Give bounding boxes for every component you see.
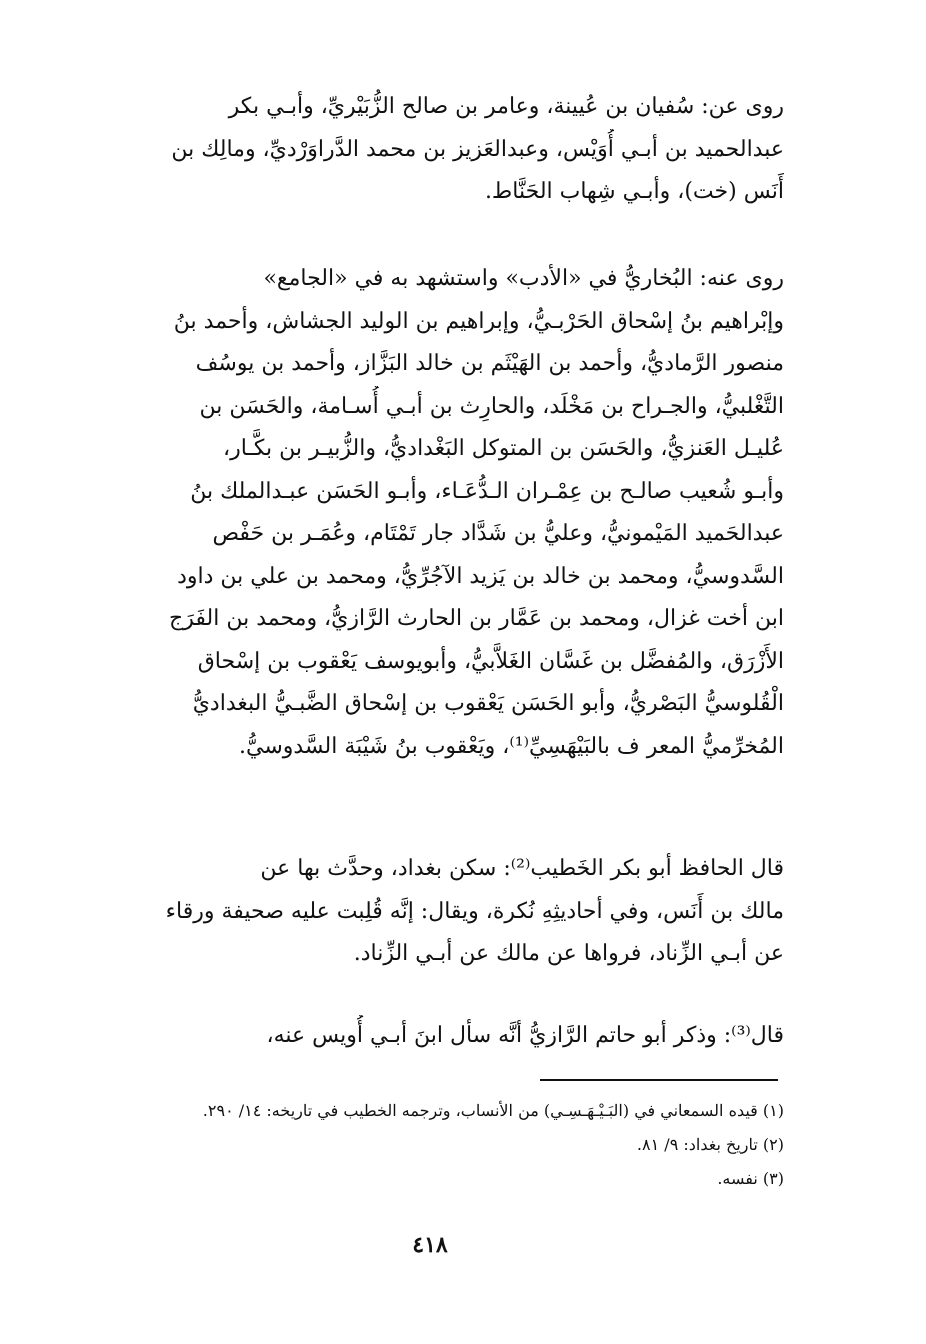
footnotes bbox=[72, 1094, 784, 1196]
footnote-2: (٢) تاريخ بغداد: ٩/ ٨١. bbox=[636, 1135, 784, 1154]
text-line: الْقُلوسيُّ البَصْريُّ، وأبو الحَسَن يَعْقوب بن إسْحاق الضَّبـيُّ البغداديُّ bbox=[192, 691, 784, 716]
text-line: السَّدوسيُّ، ومحمد بن خالد بن يَزيد الآجُرِّيُّ، ومحمد بن علي بن داود bbox=[177, 563, 784, 589]
text-line: وإبْراهيم بنُ إسْحاق الحَرْبـيُّ، وإبراهيم بن الوليد الجشاش، وأحمد بنُ bbox=[173, 308, 784, 334]
text-line: الأَزْرَق، والمُفضَّل بن غَسَّان الغَلاَّبيُّ، وأبويوسف يَعْقوب بن إسْحاق bbox=[197, 648, 784, 674]
text-line: التَّغْلبيُّ، والجـراح بن مَخْلَد، والحارِث بن أبـي أُسـامة، والحَسَن بن bbox=[199, 393, 784, 419]
text-line: عُليـل العَنزيُّ، والحَسَن بن المتوكل البَغْداديُّ، والزُّبيـر بن بكَّـار، bbox=[223, 436, 784, 461]
text-line: منصور الرَّماديُّ، وأحمد بن الهَيْثَم بن خالد البَزَّاز، وأحمد بن يوسُف bbox=[195, 351, 784, 376]
text-line: المُخرِّميُّ المعر ف بالبَيْهَسِيِّ⁽¹⁾، ويَعْقوب بنُ شَيْبَة السَّدوسيُّ. bbox=[238, 733, 784, 759]
footnote-separator bbox=[540, 1079, 778, 1081]
text-line: روى عن: سُفيان بن عُيينة، وعامر بن صالح الزُّبَيْريِّ، وأبـي بكر bbox=[228, 94, 784, 119]
paragraph-narrated-by bbox=[72, 258, 784, 768]
text-line: قال⁽³⁾: وذكر أبو حاتم الرَّازيُّ أنَّه سأل ابنَ أبـي أُويس عنه، bbox=[266, 1023, 784, 1048]
page-number: ٤١٨ bbox=[412, 1232, 448, 1258]
text-line: أَنَس (خت)، وأبـي شِهاب الحَنَّاط. bbox=[484, 179, 784, 204]
text-line: مالك بن أَنَس، وفي أحاديثِهِ نُكرة، ويقال: إنَّه قُلِبت عليه صحيفة ورقاء bbox=[165, 898, 784, 924]
text-line: روى عنه: البُخاريُّ في «الأدب» واستشهد به في «الجامع» bbox=[263, 266, 784, 291]
text-line: عن أبـي الزِّناد، فرواها عن مالك عن أبـي الزِّناد. bbox=[353, 941, 784, 966]
footnote-1: (١) قيده السمعاني في (البَـيْـهَـسِـي) من الأنساب، وترجمه الخطيب في تاريخه: ١٤/ ٢٩٠. bbox=[202, 1101, 784, 1120]
paragraph-abu-hatim bbox=[72, 1015, 784, 1058]
text-line: عبدالحَميد المَيْمونيُّ، وعليُّ بن شَدَّاد جار تَمْتَام، وعُمَـر بن حَفْص bbox=[212, 521, 784, 546]
paragraph-khatib-quote bbox=[72, 848, 784, 976]
footnote-3: (٣) نفسه. bbox=[717, 1169, 784, 1188]
text-line: ابن أخت غزال، ومحمد بن عَمَّار بن الحارث الرَّازيُّ، ومحمد بن الفَرَج bbox=[169, 606, 784, 631]
text-line: وأبـو شُعيب صالـح بن عِمْـران الـدُّعَـاء، وأبـو الحَسَن عبـدالملك بنُ bbox=[190, 478, 784, 504]
text-line: قال الحافظ أبو بكر الخَطيب⁽²⁾: سكن بغداد، وحدَّث بها عن bbox=[260, 856, 784, 881]
text-line: عبدالحميد بن أبـي أُوَيْس، وعبدالعَزيز بن محمد الدَّراوَرْديِّ، ومالِك بن bbox=[171, 136, 784, 162]
paragraph-narrated-from bbox=[72, 86, 784, 214]
